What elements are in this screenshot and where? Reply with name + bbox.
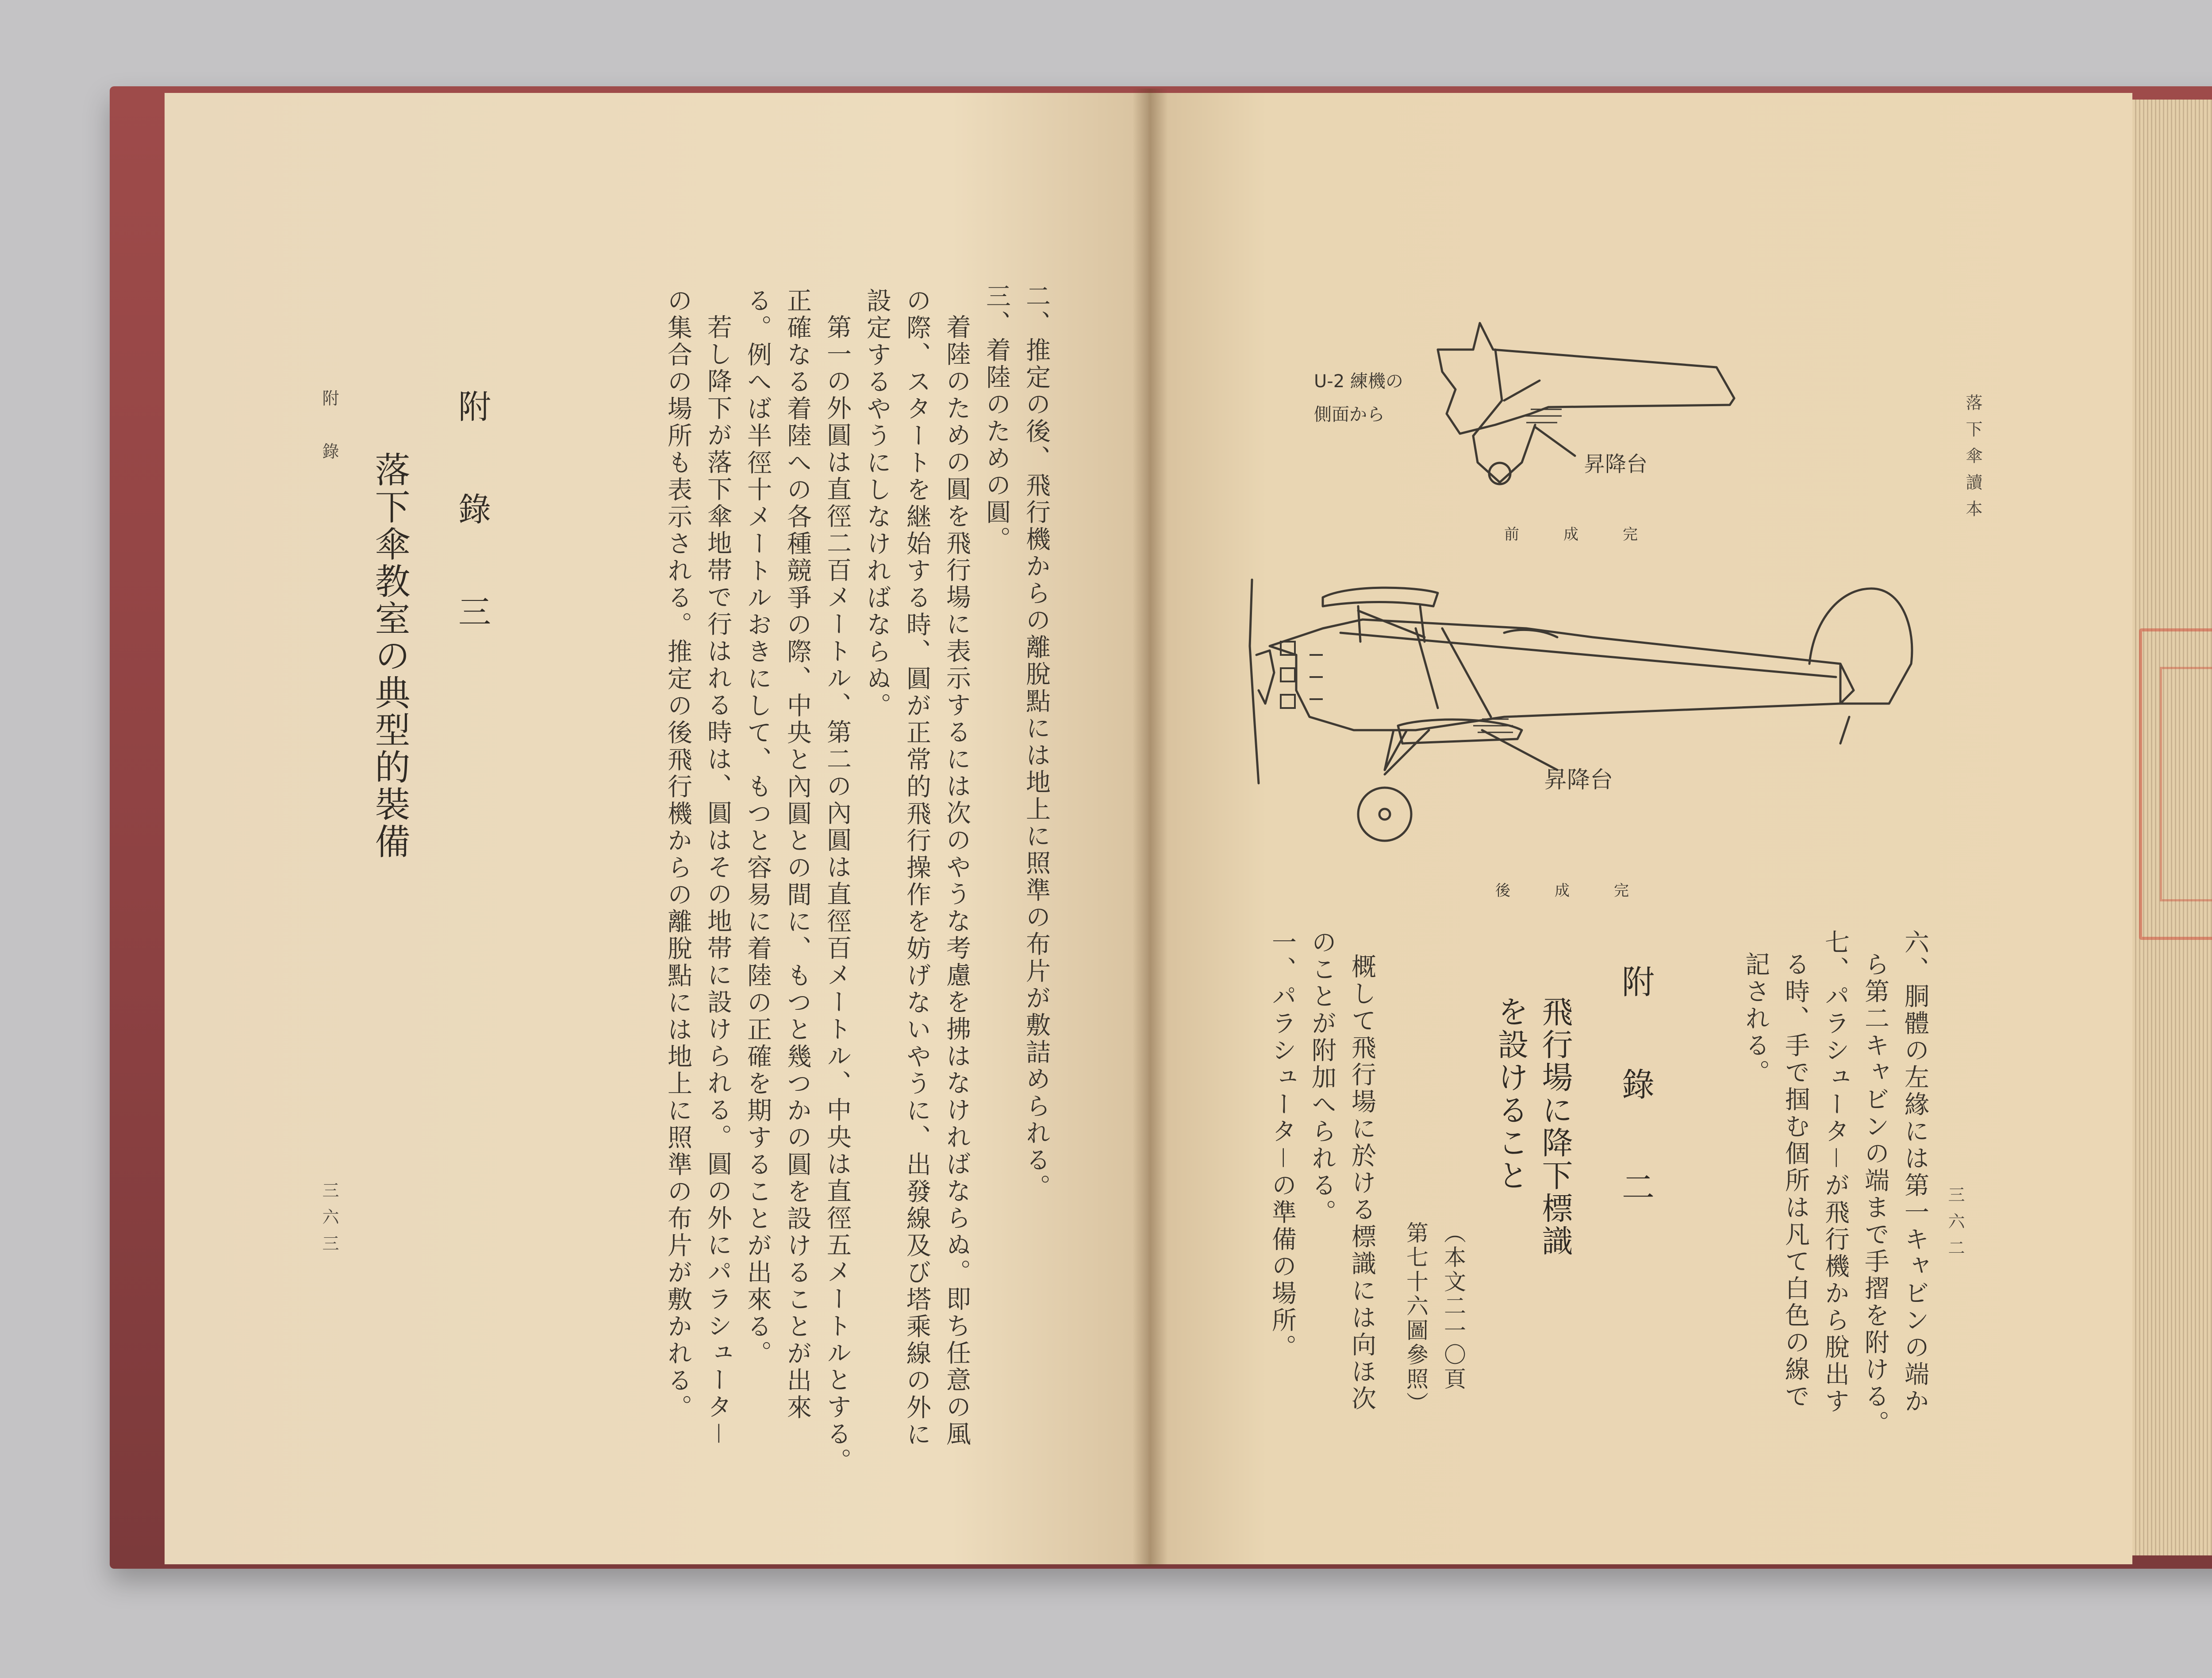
appendix-title: 落下傘教室の典型的裝備 [369,451,410,860]
figure-caption: 完成後 [1495,882,1673,900]
appendix-title: 飛行場に降下標識 [1537,996,1573,1258]
paragraph: る。例へば半徑十メートルおきにして、もつと容易に着陸の正確を期することが出來る。 [743,288,772,1367]
reference-note: （本文二一〇頁 [1440,1221,1466,1392]
running-head: 落下傘讀本 [1963,394,1982,527]
paragraph: 一、パラシュータ－の準備の場所。 [1268,929,1297,1361]
paragraph: 正確なる着陸への各種競爭の際、中央と內圓との間に、もつと幾つかの圓を設けることが出來 [783,288,812,1421]
reference-note: 第七十六圖參照） [1403,1221,1429,1416]
paragraph: 二、推定の後、飛行機からの離脫點には地上に照準の布片が敷詰められる。 [1022,283,1051,1201]
paragraph: の集合の場所も表示される。推定の後飛行機からの離脫點には地上に照準の布片が敷かれる。 [664,288,692,1421]
paragraph: 着陸のための圓を飛行場に表示するには次のやうな考慮を拂はなければならぬ。即ち任意の風 [942,314,971,1448]
paragraph: 記される。 [1741,951,1770,1086]
figure-caption: 完成前 [1504,526,1682,543]
paragraph: 七、パラシュータ－が飛行機から脫出す [1821,929,1850,1415]
figure-callout: 昇降台 [1544,767,1613,793]
page-number: 三六二 [1945,1186,1965,1266]
paragraph: る時、手で掴む個所は凡て白色の線で [1781,951,1810,1410]
figure-label: 側面から [1314,404,1385,425]
paragraph: ら第二キャビンの端まで手摺を附ける。 [1861,951,1889,1437]
paragraph: 第一の外圓は直徑二百メートル、第二の內圓は直徑百メートル、中央は直徑五メートルとする。 [823,314,852,1475]
paragraph: 概して飛行場に於ける標識には向ほ次 [1348,954,1376,1412]
appendix-title: を設けること [1493,996,1529,1192]
page-number: 三六三 [319,1182,339,1261]
appendix-heading: 附 錄 三 [453,389,491,646]
figure-label: U-2 練機の [1314,371,1403,392]
paragraph: のことが附加へられる。 [1308,929,1336,1226]
figure-callout: 昇降台 [1584,452,1648,477]
paragraph: の際、スタートを継始する時、圓が正常的飛行操作を妨げないやうに、出發線及び塔乘線の外に [902,288,931,1448]
paragraph: 若し降下が落下傘地帯で行はれる時は、圓はその地帯に設けられる。圓の外にパラシュータ－ [703,314,732,1448]
paragraph: 設定するやうにしなければならぬ。 [863,288,891,720]
appendix-heading: 附 錄 二 [1617,965,1655,1221]
paragraph: 六、胴體の左緣には第一キャビンの端か [1901,929,1929,1415]
paragraph: 三、着陸のための圓。 [982,283,1011,553]
running-head: 附 錄 [319,389,339,469]
